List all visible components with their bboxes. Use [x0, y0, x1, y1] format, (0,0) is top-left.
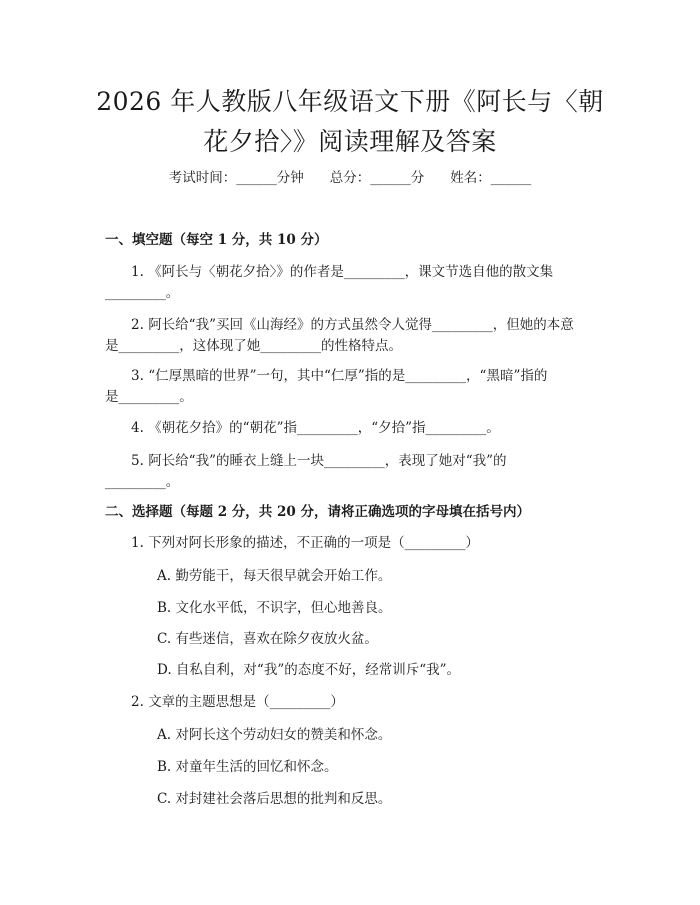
fill-question-1-line-2: _________。 [105, 285, 180, 301]
fill-question-2-line-1 [131, 315, 574, 335]
fill-question-2-line-2: 是_________，这体现了她_________的性格特点。 [105, 338, 402, 354]
question-number: 4. [131, 420, 144, 436]
choice-question-1-option-b: B. 文化水平低，不识字，但心地善良。 [157, 600, 392, 616]
question-text: 阿长给“我”的睡衣上缝上一块_________，表现了她对“我”的 [148, 453, 507, 469]
choice-question-1-option-d: D. 自私自利，对“我”的态度不好，经常训斥“我”。 [157, 662, 461, 678]
question-number: 2. [131, 694, 144, 710]
question-text: 《阿长与〈朝花夕拾〉》的作者是_________，课文节选自他的散文集 [148, 264, 554, 280]
question-number: 1. [131, 535, 144, 551]
exam-meta [0, 168, 700, 188]
choice-question-2-option-c: C. 对封建社会落后思想的批判和反思。 [157, 791, 392, 807]
question-text: 下列对阿长形象的描述，不正确的一项是（_________） [148, 535, 479, 551]
exam-time-label: 考试时间：______分钟 [168, 170, 304, 186]
choice-question-2-option-b: B. 对童年生活的回忆和怀念。 [157, 759, 338, 775]
question-text: 《朝花夕拾》的“朝花”指_________，“夕拾”指_________。 [148, 420, 500, 436]
section-2-heading: 二、选择题（每题 2 分，共 20 分，请将正确选项的字母填在括号内） [105, 504, 530, 520]
choice-question-1-option-a: A. 勤劳能干，每天很早就会开始工作。 [157, 568, 392, 584]
page-title-line-1: 2026 年人教版八年级语文下册《阿长与〈朝 [96, 87, 604, 116]
question-number: 1. [131, 264, 144, 280]
student-name-label: 姓名：______ [450, 170, 532, 186]
total-score-label: 总分：______分 [329, 170, 425, 186]
fill-question-5-line-2: _________。 [105, 474, 180, 490]
choice-question-1-option-c: C. 有些迷信，喜欢在除夕夜放火盆。 [157, 631, 378, 647]
fill-question-3-line-1 [131, 366, 547, 386]
question-number: 2. [131, 317, 144, 333]
page-title-line-2: 花夕拾〉》阅读理解及答案 [203, 127, 497, 156]
fill-question-5-line-1 [131, 451, 507, 471]
choice-question-2-stem [131, 692, 344, 712]
fill-question-3-line-2: 是_________。 [105, 389, 193, 405]
question-text: “仁厚黑暗的世界”一句，其中“仁厚”指的是_________，“黑暗”指的 [148, 368, 548, 384]
choice-question-1-stem [131, 533, 479, 553]
fill-question-1-line-1 [131, 262, 553, 282]
question-number: 5. [131, 453, 144, 469]
fill-question-4 [131, 418, 500, 438]
question-number: 3. [131, 368, 144, 384]
question-text: 文章的主题思想是（_________） [148, 694, 344, 710]
question-text: 阿长给“我”买回《山海经》的方式虽然令人觉得_________，但她的本意 [148, 317, 574, 333]
section-1-heading: 一、填空题（每空 1 分，共 10 分） [105, 232, 328, 248]
choice-question-2-option-a: A. 对阿长这个劳动妇女的赞美和怀念。 [157, 727, 392, 743]
